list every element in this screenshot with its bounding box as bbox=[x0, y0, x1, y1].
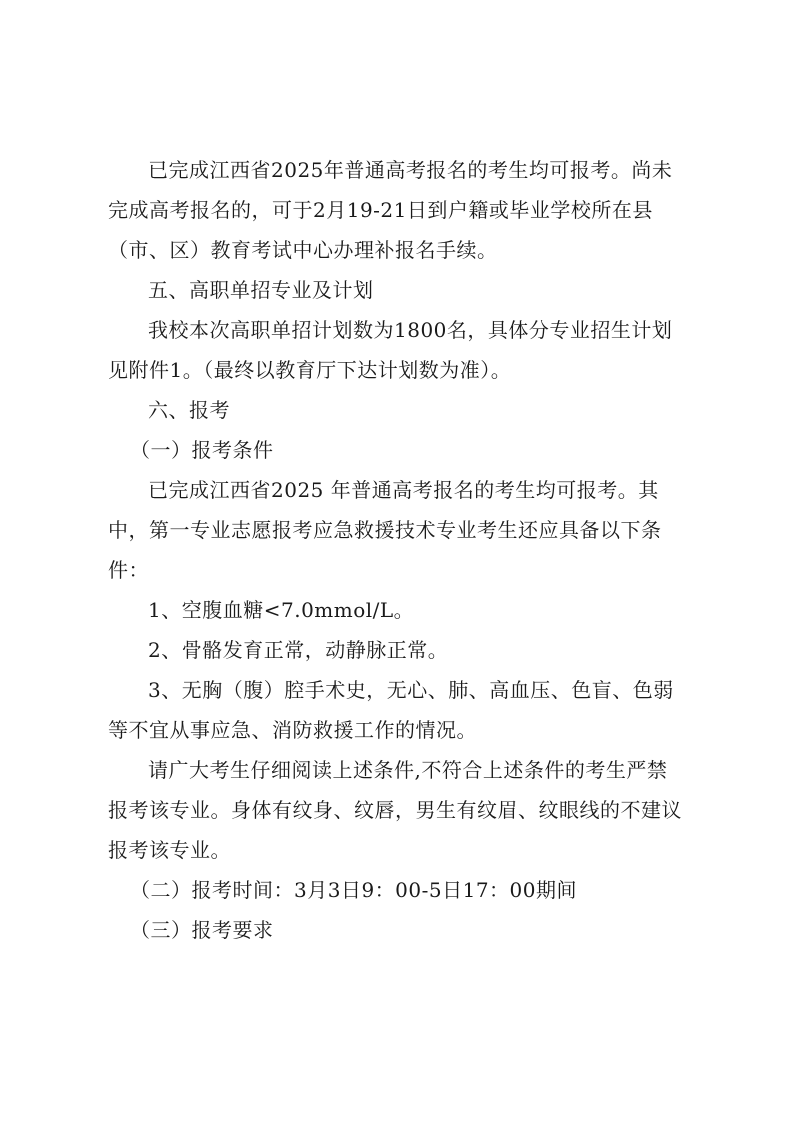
section-heading-plan: 五、高职单招专业及计划 bbox=[148, 278, 374, 302]
text-line: （市、区）教育考试中心办理补报名手续。 bbox=[108, 238, 498, 262]
text-line: 中，第一专业志愿报考应急救援技术专业考生还应具备以下条 bbox=[108, 518, 662, 542]
condition-item-3 bbox=[108, 670, 708, 750]
text-line: 件： bbox=[108, 558, 149, 582]
text-line: 见附件1。（最终以教育厅下达计划数为准）。 bbox=[108, 358, 512, 382]
paragraph-plan bbox=[108, 310, 708, 390]
condition-item-1: 1、空腹血糖<7.0mmol/L。 bbox=[148, 598, 415, 622]
paragraph-registration bbox=[108, 150, 708, 270]
section-heading-apply: 六、报考 bbox=[148, 398, 230, 422]
paragraph-conditions bbox=[108, 470, 708, 590]
text-line: 3、无胸（腹）腔手术史，无心、肺、高血压、色盲、色弱 bbox=[148, 678, 674, 702]
text-line: 报考该专业。身体有纹身、纹唇，男生有纹眉、纹眼线的不建议 bbox=[108, 798, 682, 822]
subheading-apply-requirements: （三）报考要求 bbox=[130, 918, 274, 942]
subheading-apply-time: （二）报考时间：3月3日9：00-5日17：00期间 bbox=[130, 878, 578, 902]
text-line: 报考该专业。 bbox=[108, 838, 231, 862]
paragraph-warning bbox=[108, 750, 708, 870]
text-line: 已完成江西省2025年普通高考报名的考生均可报考。尚未 bbox=[148, 158, 673, 182]
text-line: 请广大考生仔细阅读上述条件,不符合上述条件的考生严禁 bbox=[148, 758, 668, 782]
text-line: 等不宜从事应急、消防救援工作的情况。 bbox=[108, 718, 477, 742]
subheading-conditions: （一）报考条件 bbox=[130, 438, 274, 462]
document-body bbox=[108, 150, 708, 950]
text-line: 完成高考报名的，可于2月19-21日到户籍或毕业学校所在县 bbox=[108, 198, 653, 222]
text-line: 已完成江西省2025 年普通高考报名的考生均可报考。其 bbox=[148, 478, 659, 502]
condition-item-2: 2、骨骼发育正常，动静脉正常。 bbox=[148, 638, 449, 662]
text-line: 我校本次高职单招计划数为1800名，具体分专业招生计划 bbox=[148, 318, 673, 342]
